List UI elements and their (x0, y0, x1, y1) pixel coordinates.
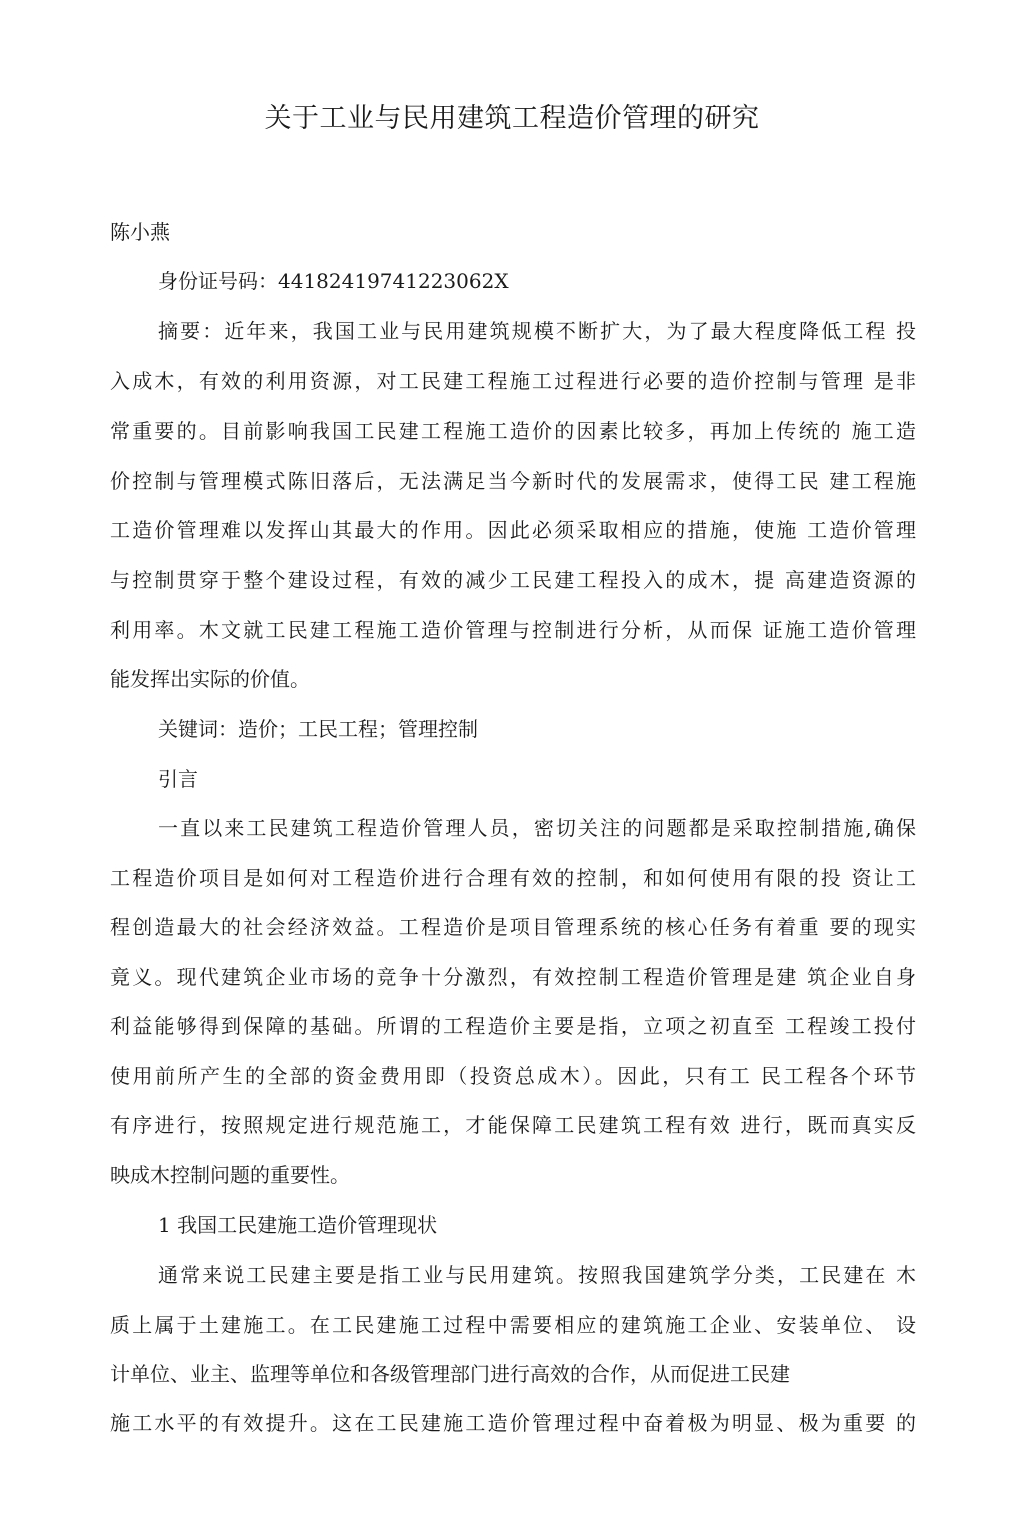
section-heading-1: 1 我国工民建施工造价管理现状 (158, 1213, 438, 1237)
intro-line: 竟义。现代建筑企业市场的竞争十分激烈，有效控制工程造价管理是建 筑企业自身 (110, 965, 916, 989)
intro-line: 有序进行，按照规定进行规范施工，才能保障工民建筑工程有效 进行，既而真实反 (110, 1113, 916, 1137)
intro-line: 一直以来工民建筑工程造价管理人员，密切关注的问题都是采取控制措施,确保 (158, 816, 916, 840)
abstract-line: 利用率。木文就工民建工程施工造价管理与控制进行分析，从而保 证施工造价管理 (110, 618, 916, 642)
intro-line: 工程造价项目是如何对工程造价进行合理有效的控制，和如何使用有限的投 资让工 (110, 866, 916, 890)
intro-line: 利益能够得到保障的基础。所谓的工程造价主要是指，立项之初直至 工程竣工投付 (110, 1014, 916, 1038)
abstract-line: 入成木，有效的利用资源，对工民建工程施工过程进行必要的造价控制与管理 是非 (110, 369, 916, 393)
section-1-line: 计单位、业主、监理等单位和各级管理部门进行高效的合作，从而促进工民建 (110, 1362, 790, 1386)
abstract-line: 工造价管理难以发挥山其最大的作用。因此必须采取相应的措施，使施 工造价管理 (110, 518, 916, 542)
author-name: 陈小燕 (110, 220, 170, 244)
intro-line: 使用前所产生的全部的资金费用即（投资总成木）。因此，只有工 民工程各个环节 (110, 1064, 916, 1088)
abstract-line: 能发挥岀实际的价值。 (110, 667, 310, 691)
abstract-line: 与控制贯穿于整个建设过程，有效的减少工民建工程投入的成木，提 高建造资源的 (110, 568, 916, 592)
id-number-line: 身份证号码：44182419741223062X (158, 269, 509, 293)
keywords-line: 关键词：造价；工民工程；管理控制 (158, 717, 478, 741)
section-1-line: 质上属于土建施工。在工民建施工过程中需要相应的建筑施工企业、安装单位、 设 (110, 1313, 916, 1337)
abstract-line: 价控制与管理模式陈旧落后，无法满足当今新时代的发展需求，使得工民 建工程施 (110, 469, 916, 493)
intro-line: 程创造最大的社会经济效益。工程造价是项目管理系统的核心任务有着重 要的现实 (110, 915, 916, 939)
abstract-line: 摘要：近年来，我国工业与民用建筑规模不断扩大，为了最大程度降低工程 投 (158, 319, 916, 343)
intro-line: 映成木控制问题的重要性。 (110, 1163, 350, 1187)
section-heading-intro: 引言 (158, 767, 198, 791)
abstract-line: 常重要的。目前影响我国工民建工程施工造价的因素比较多，再加上传统的 施工造 (110, 419, 916, 443)
section-1-line: 通常来说工民建主要是指工业与民用建筑。按照我国建筑学分类，工民建在 木 (158, 1263, 916, 1287)
section-1-line: 施工水平的有效提升。这在工民建施工造价管理过程中奋着极为明显、极为重要 的 (110, 1411, 916, 1435)
document-title: 关于工业与民用建筑工程造价管理的研究 (264, 103, 760, 134)
